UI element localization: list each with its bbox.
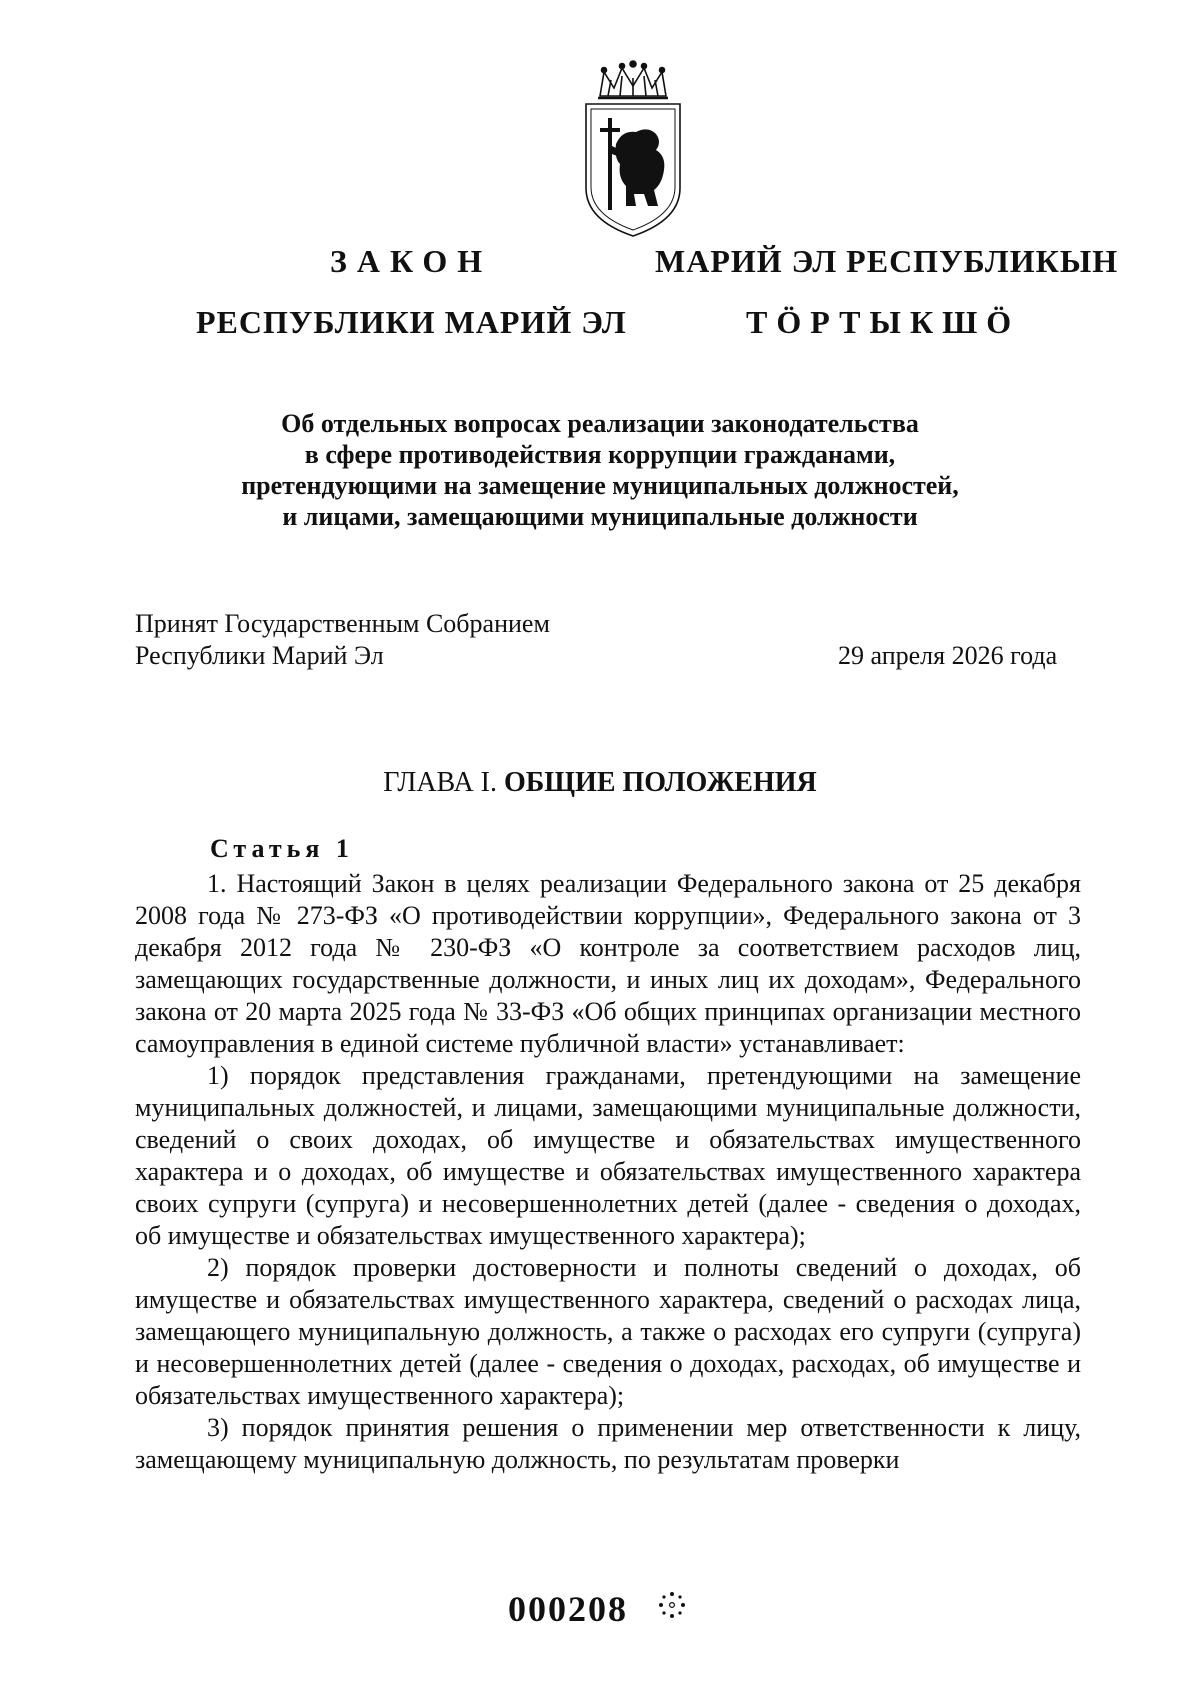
republic-label: РЕСПУБЛИКИ МАРИЙ ЭЛ bbox=[196, 304, 627, 340]
sun-mark-icon bbox=[657, 1590, 687, 1620]
adoption-date: 29 апреля 2026 года bbox=[838, 641, 1058, 670]
crown-icon bbox=[598, 61, 668, 98]
chapter-prefix: ГЛАВА I. bbox=[383, 767, 497, 798]
republic-label-mari: МАРИЙ ЭЛ РЕСПУБЛИКЫН bbox=[655, 243, 1119, 279]
law-label: ЗАКОН bbox=[330, 243, 493, 279]
title-line: и лицами, замещающими муниципальные должности bbox=[282, 502, 918, 531]
chapter-name: ОБЩИЕ ПОЛОЖЕНИЯ bbox=[504, 767, 817, 798]
title-line: Об отдельных вопросах реализации законодательства bbox=[281, 409, 919, 438]
document-title bbox=[150, 408, 1050, 532]
article-paragraph: 1. Настоящий Закон в целях реализации Федерального закона от 25 декабря 2008 года № 273-ФЗ «О противодействии коррупции», Федерального закона от 3 декабря 2012 года № 230-ФЗ «О контроле за соответствием расходов лиц, замещающих государственные должности, и иных лиц их доходам», Федерального закона от 20 марта 2025 года № 33-ФЗ «Об общих принципах организации местного самоуправления в единой системе публичной власти» устанавливает: bbox=[135, 869, 1081, 1058]
article-paragraph: 2) порядок проверки достоверности и полноты сведений о доходах, об имуществе и обязательствах имущественного характера, сведений о расходах лица, замещающего муниципальную должность, а также о расходах его супруги (супруга) и несовершеннолетних детей (далее - сведения о доходах, расходах, об имуществе и обязательствах имущественного характера); bbox=[135, 1253, 1081, 1410]
article-body bbox=[135, 868, 1081, 1476]
title-line: в сфере противодействия коррупции гражданами, bbox=[304, 440, 896, 469]
article-paragraph: 3) порядок принятия решения о применении мер ответственности к лицу, замещающему муниципальную должность, по результатам проверки bbox=[135, 1413, 1081, 1474]
law-label-mari: ТӦРТЫКШӦ bbox=[746, 304, 1021, 340]
page-number: 000208 bbox=[508, 1589, 628, 1629]
coat-of-arms-icon bbox=[578, 60, 688, 240]
article-heading: Статья 1 bbox=[210, 834, 354, 863]
article-paragraph: 1) порядок представления гражданами, претендующими на замещение муниципальных должностей, и лицами, замещающими муниципальные должности, сведений о своих доходах, об имуществе и обязательствах имущественного характера и о доходах, об имуществе и обязательствах имущественного характера своих супруги (супруга) и несовершеннолетних детей (далее - сведения о доходах, об имуществе и обязательствах имущественного характера); bbox=[135, 1061, 1081, 1250]
chapter-heading bbox=[150, 767, 1050, 799]
adoption-line: Принят Государственным Собранием bbox=[135, 609, 550, 638]
title-line: претендующими на замещение муниципальных должностей, bbox=[241, 471, 959, 500]
adoption-line: Республики Марий Эл bbox=[135, 641, 384, 670]
